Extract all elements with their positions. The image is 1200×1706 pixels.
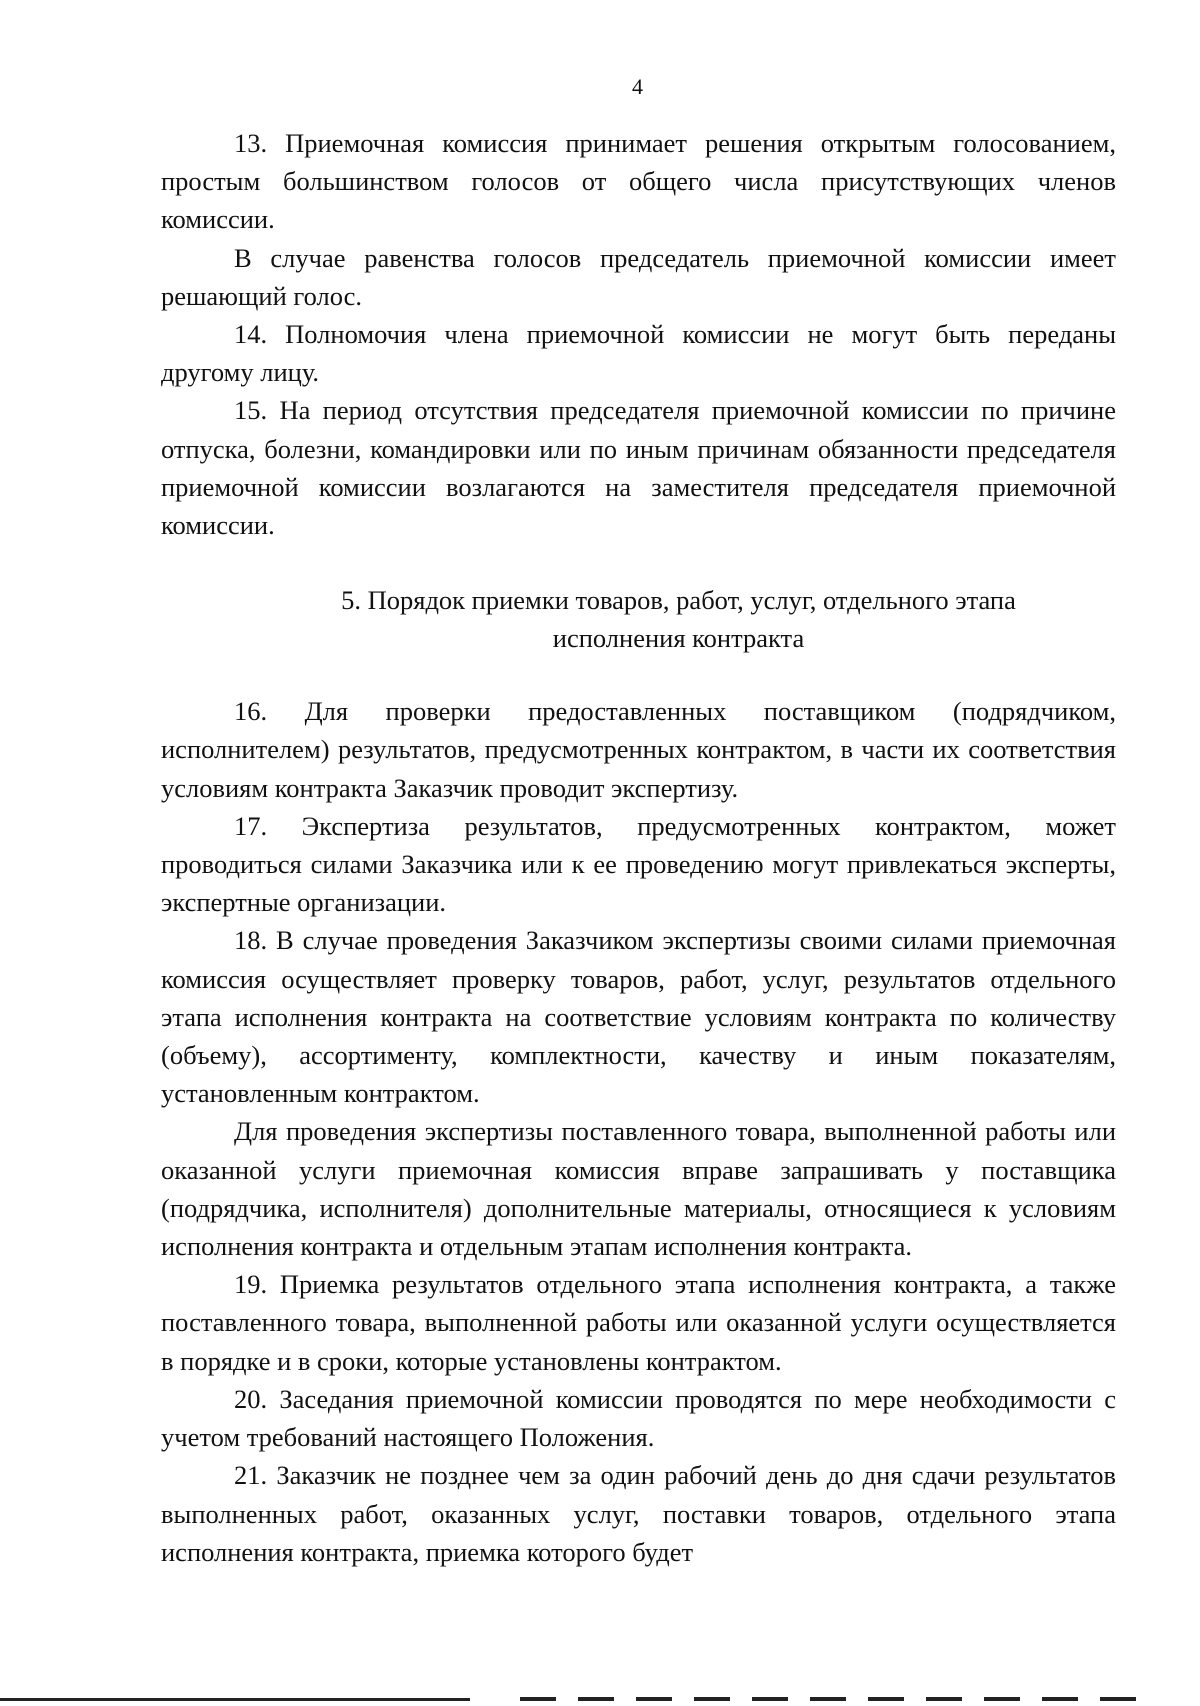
- scan-edge-mark: [1100, 1697, 1136, 1701]
- page-number: 4: [632, 74, 643, 99]
- scan-bottom-edge: [0, 1694, 1200, 1706]
- section-heading-line-2: исполнения контракта: [552, 623, 805, 654]
- scan-edge-mark: [984, 1697, 1020, 1701]
- scan-edge-mark: [926, 1697, 962, 1701]
- scan-edge-mark: [520, 1697, 556, 1701]
- scan-edge-line: [0, 1698, 470, 1701]
- section-heading-line-1: 5. Порядок приемки товаров, работ, услуг, отдельного этапа: [341, 585, 1016, 616]
- paragraph-19: 19. Приемка результатов отдельного этапа исполнения контракта, а также поставленного товара, выполненной работы или оказанной услуги осуществляется в порядке и в сроки, которые установлены контрактом.: [161, 1269, 1116, 1376]
- scan-edge-mark: [810, 1697, 846, 1701]
- paragraph-15: 15. На период отсутствия председателя приемочной комиссии по причине отпуска, болезни, командировки или по иным причинам обязанности председателя приемочной комиссии возлагаются на заместителя председателя приемочной комиссии.: [161, 395, 1116, 541]
- scan-edge-mark: [694, 1697, 730, 1701]
- scan-edge-mark: [752, 1697, 788, 1701]
- paragraph-18-expertise-materials: Для проведения экспертизы поставленного товара, выполненной работы или оказанной услуги приемочная комиссия вправе запрашивать у поставщика (подрядчика, исполнителя) дополнительные материалы, относящиеся к условиям исполнения контракта и отдельным этапам исполнения контракта.: [161, 1116, 1116, 1262]
- scan-edge-mark: [1042, 1697, 1078, 1701]
- scan-edge-mark: [578, 1697, 614, 1701]
- scan-edge-mark: [636, 1697, 672, 1701]
- paragraph-14: 14. Полномочия члена приемочной комиссии не могут быть переданы другому лицу.: [161, 319, 1116, 388]
- paragraph-13-tie-vote: В случае равенства голосов председатель приемочной комиссии имеет решающий голос.: [161, 242, 1116, 311]
- paragraph-13: 13. Приемочная комиссия принимает решения открытым голосованием, простым большинством голосов от общего числа присутствующих членов комиссии.: [161, 128, 1116, 235]
- paragraph-20: 20. Заседания приемочной комиссии проводятся по мере необходимости с учетом требований настоящего Положения.: [161, 1383, 1116, 1453]
- scan-edge-mark: [868, 1697, 904, 1701]
- paragraph-17: 17. Экспертиза результатов, предусмотренных контрактом, может проводиться силами Заказчика или к ее проведению могут привлекаться эксперты, экспертные организации.: [161, 810, 1116, 918]
- paragraph-21: 21. Заказчик не позднее чем за один рабочий день до дня сдачи результатов выполненных работ, оказанных услуг, поставки товаров, отдельного этапа исполнения контракта, приемка которого будет: [161, 1460, 1116, 1567]
- section-heading-5: [161, 581, 1116, 657]
- paragraph-18: 18. В случае проведения Заказчиком экспертизы своими силами приемочная комиссия осуществляет проверку товаров, работ, услуг, результатов отдельного этапа исполнения контракта на соответствие условиям контракта по количеству (объему), ассортименту, комплектности, качеству и иным показателям, установленным контрактом.: [161, 925, 1116, 1109]
- document-body: [161, 124, 1116, 1571]
- paragraph-16: 16. Для проверки предоставленных поставщиком (подрядчиком, исполнителем) результатов, предусмотренных контрактом, в части их соответствия условиям контракта Заказчик проводит экспертизу.: [161, 696, 1116, 803]
